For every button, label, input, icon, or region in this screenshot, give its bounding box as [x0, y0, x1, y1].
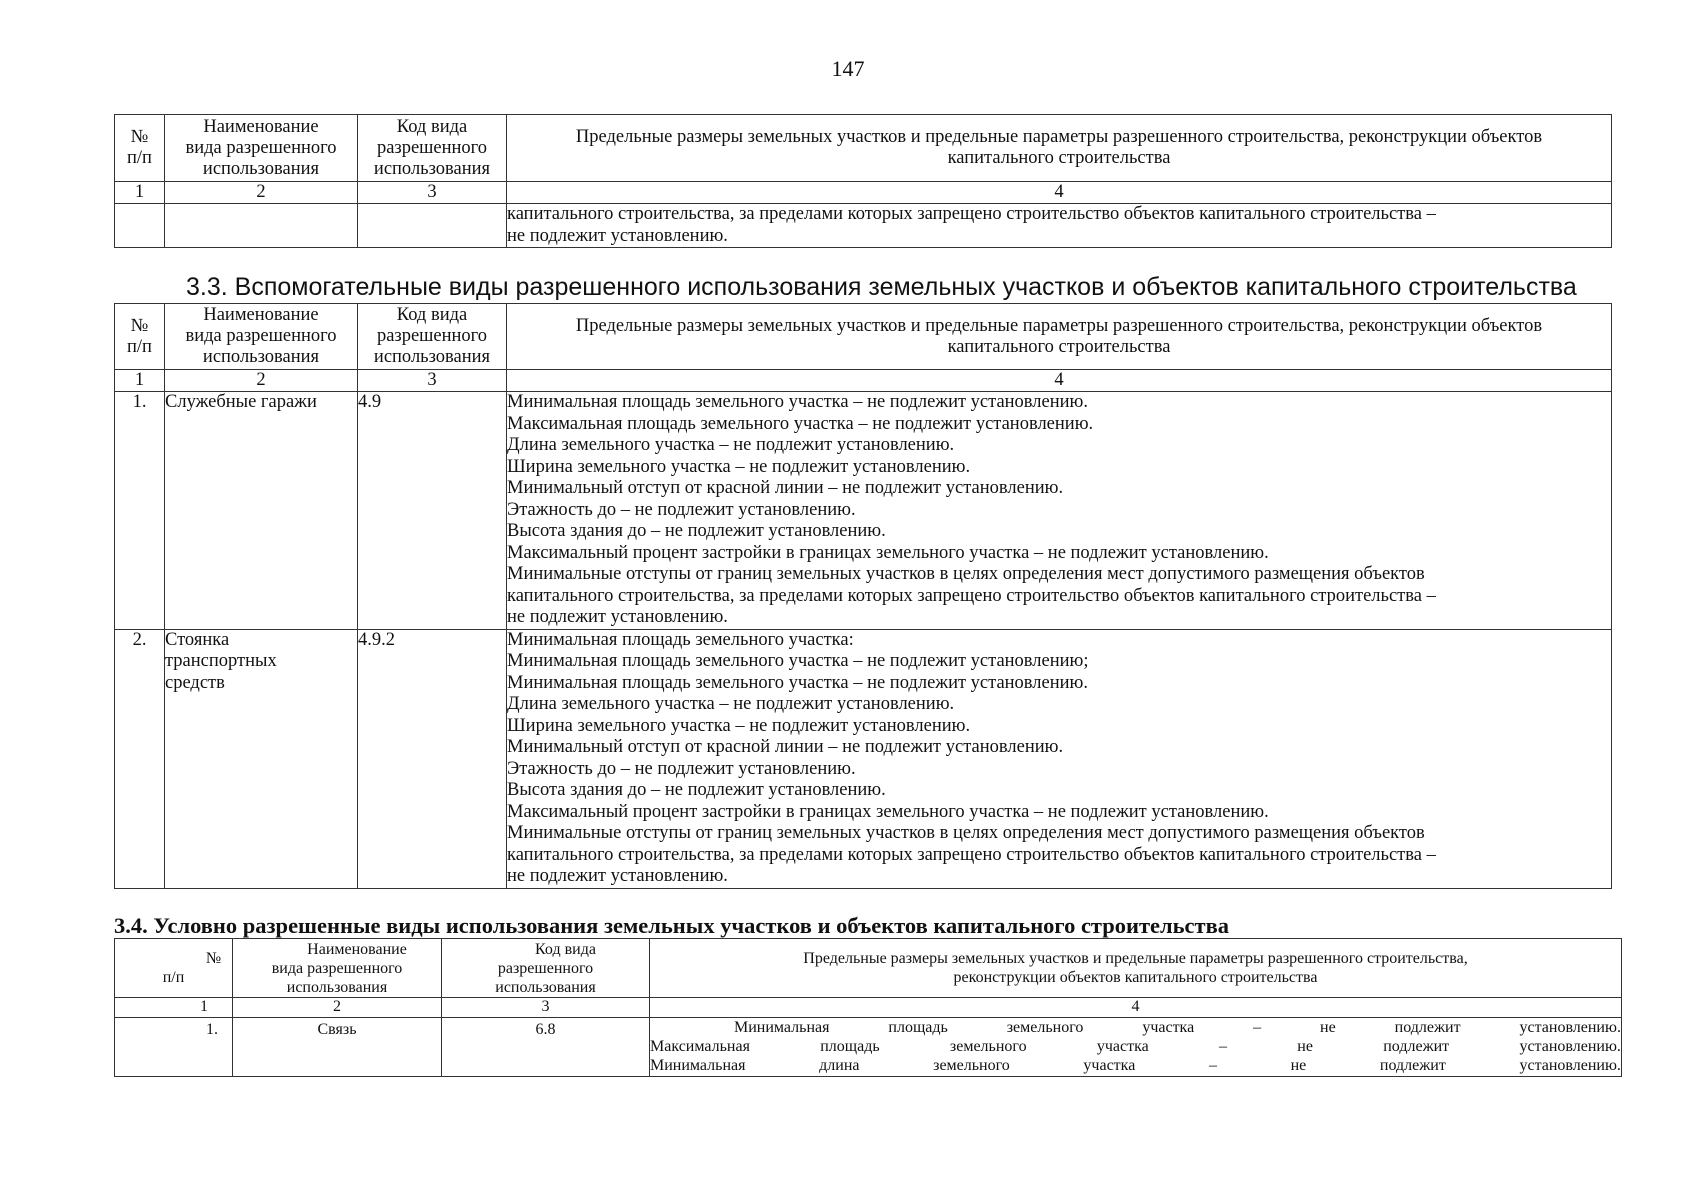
column-number: 1 [115, 182, 165, 204]
limit-line: Минимальная площадь земельного участка – не подлежит установлению; [507, 651, 1089, 671]
header-code-line3: использования [373, 158, 491, 179]
header-code-line2: разрешенного [497, 959, 594, 977]
word: площадь [888, 1019, 948, 1036]
word: участка [1142, 1019, 1195, 1036]
column-number: 2 [233, 998, 442, 1018]
header-code-line2: разрешенного [376, 137, 488, 158]
word: Минимальная [734, 1019, 830, 1036]
row-code: 4.9.2 [358, 629, 507, 888]
row-code [358, 204, 507, 248]
header-name [233, 939, 442, 998]
row-number: 1. [115, 392, 165, 630]
limit-line: Высота здания до – не подлежит установлению. [507, 780, 886, 800]
header-name [165, 115, 358, 182]
limit-line: Длина земельного участка – не подлежит установлению. [507, 694, 955, 714]
word: не [1320, 1019, 1336, 1036]
header-limits [507, 115, 1612, 182]
column-number: 3 [442, 998, 650, 1018]
limit-line [650, 1018, 1621, 1037]
limit-line: не подлежит установлению. [507, 225, 728, 246]
limit-line: Минимальная площадь земельного участка – не подлежит установлению. [507, 392, 1088, 412]
row-number [115, 204, 165, 248]
limit-line: Минимальная площадь земельного участка: [507, 629, 854, 650]
header-code [442, 939, 650, 998]
row-code: 6.8 [442, 1018, 650, 1077]
column-number: 4 [507, 370, 1612, 392]
header-name [165, 304, 358, 370]
word: участка [1096, 1038, 1149, 1055]
limit-line: Этажность до – не подлежит установлению. [507, 499, 856, 520]
header-no [115, 304, 165, 370]
limit-line: Этажность до – не подлежит установлению. [507, 758, 856, 779]
limit-line: Длина земельного участка – не подлежит установлению. [507, 435, 955, 455]
header-code [358, 304, 507, 370]
limit-line [650, 1037, 1621, 1056]
section-3-4-heading: 3.4. Условно разрешенные виды использования земельных участков и объектов капитального строительства [114, 913, 1229, 938]
row-name: Служебные гаражи [165, 392, 358, 630]
word: подлежит [1383, 1038, 1450, 1055]
header-limits-line2: реконструкции объектов капитального строительства [953, 969, 1318, 986]
header-limits [507, 304, 1612, 370]
word: Минимальная [650, 1057, 746, 1074]
column-number: 1 [115, 370, 165, 392]
table-row [115, 392, 1612, 630]
limit-line: Максимальная площадь земельного участка – не подлежит установлению. [507, 413, 1094, 434]
row-limits [650, 1018, 1622, 1077]
word: установлению. [1519, 1038, 1621, 1055]
limit-line: Минимальные отступы от границ земельных участков в целях определения мест допустимого размещения объектов [507, 564, 1425, 584]
word: подлежит [1394, 1019, 1461, 1036]
limit-line: Минимальный отступ от красной линии – не подлежит установлению. [507, 737, 1064, 757]
header-limits-line1: Предельные размеры земельных участков и предельные параметры разрешенного строительства, [803, 950, 1468, 967]
row-name: Стоянка транспортных средств [165, 629, 358, 888]
header-no-line1: № [130, 315, 149, 336]
header-no-line1: № [130, 127, 149, 147]
column-number-row [115, 998, 1622, 1018]
section-3-3-heading: 3.3. Вспомогательные виды разрешенного использования земельных участков и объектов капитального строительства [186, 273, 1577, 301]
header-no-line2: п/п [162, 969, 185, 986]
header-code-line3: использования [373, 347, 491, 367]
word: Максимальная [650, 1038, 750, 1055]
row-code: 4.9 [358, 392, 507, 630]
table-continuation [114, 114, 1612, 248]
header-no-line2: п/п [127, 336, 152, 357]
header-name-line3: использования [286, 978, 388, 996]
header-limits-line1: Предельные размеры земельных участков и предельные параметры разрешенного строительства, реконструкции объектов [575, 127, 1543, 147]
table-row [115, 629, 1612, 888]
row-number: 2. [115, 629, 165, 888]
column-number-row [115, 182, 1612, 204]
header-code-line3: использования [495, 978, 596, 996]
header-name-line3: использования [202, 158, 320, 179]
limit-line: Минимальные отступы от границ земельных участков в целях определения мест допустимого размещения объектов [507, 823, 1425, 843]
row-limits [507, 392, 1612, 630]
limit-line: не подлежит установлению. [507, 607, 728, 627]
header-limits-line2: капитального строительства [947, 336, 1171, 357]
word: – [1219, 1038, 1227, 1055]
table-section-3-3 [114, 303, 1612, 889]
table-row [115, 1018, 1622, 1077]
table-section-3-4 [114, 938, 1622, 1077]
column-number-row [115, 370, 1612, 392]
header-code-line2: разрешенного [376, 326, 488, 346]
column-number: 3 [358, 370, 507, 392]
word: земельного [933, 1057, 1010, 1074]
header-limits-line2: капитального строительства [947, 148, 1171, 168]
header-name-line2: вида разрешенного [185, 326, 337, 346]
row-number: 1. [115, 1018, 233, 1077]
header-no [115, 115, 165, 182]
word: участка [1083, 1057, 1136, 1074]
header-limits-line1: Предельные размеры земельных участков и предельные параметры разрешенного строительства, реконструкции объектов [575, 315, 1543, 336]
limit-line: Ширина земельного участка – не подлежит установлению. [507, 715, 971, 736]
header-limits [650, 939, 1622, 998]
word: установлению. [1519, 1057, 1621, 1074]
column-number: 2 [165, 370, 358, 392]
header-no [115, 939, 233, 998]
limit-line: Ширина земельного участка – не подлежит установлению. [507, 456, 971, 477]
header-name-line1: Наименование [307, 940, 407, 958]
header-name-line3: использования [202, 347, 320, 367]
table-row [115, 204, 1612, 248]
column-number: 4 [650, 998, 1622, 1018]
header-code-line1: Код вида [396, 116, 468, 137]
limit-line: Высота здания до – не подлежит установлению. [507, 521, 886, 541]
column-number: 4 [507, 182, 1612, 204]
limit-line: капитального строительства, за пределами которых запрещено строительство объектов капитального строительства – [507, 585, 1436, 606]
word: – [1208, 1057, 1217, 1074]
header-name-line2: вида разрешенного [185, 137, 337, 158]
header-name-line1: Наименование [203, 116, 319, 137]
header-no-line1: № [205, 950, 222, 967]
word: – [1253, 1019, 1262, 1036]
limit-line [650, 1056, 1621, 1075]
word: земельного [1006, 1019, 1084, 1036]
limit-line: Минимальная площадь земельного участка – не подлежит установлению. [507, 672, 1088, 693]
row-limits [507, 629, 1612, 888]
limit-line: Минимальный отступ от красной линии – не подлежит установлению. [507, 478, 1064, 498]
word: установлению. [1519, 1019, 1621, 1036]
row-name [165, 204, 358, 248]
limit-line: Максимальный процент застройки в границах земельного участка – не подлежит установлению. [507, 542, 1269, 563]
word: не [1297, 1038, 1313, 1055]
word: площадь [820, 1038, 880, 1055]
header-no-line2: п/п [127, 148, 152, 168]
page-number: 147 [831, 56, 865, 81]
word: земельного [949, 1038, 1027, 1055]
word: длина [819, 1057, 860, 1074]
header-code-line1: Код вида [396, 305, 468, 325]
header-code-line1: Код вида [535, 940, 596, 958]
limit-line: не подлежит установлению. [507, 866, 728, 886]
row-limits [507, 204, 1612, 248]
column-number: 3 [358, 182, 507, 204]
column-number: 1 [115, 998, 233, 1018]
column-number: 2 [165, 182, 358, 204]
limit-line: капитального строительства, за пределами которых запрещено строительство объектов капитального строительства – [507, 204, 1436, 224]
limit-line: капитального строительства, за пределами которых запрещено строительство объектов капитального строительства – [507, 844, 1436, 865]
header-name-line2: вида разрешенного [271, 959, 403, 977]
word: подлежит [1379, 1057, 1446, 1074]
header-name-line1: Наименование [203, 305, 319, 325]
row-name: Связь [233, 1018, 442, 1077]
word: не [1290, 1057, 1307, 1074]
header-code [358, 115, 507, 182]
limit-line: Максимальный процент застройки в границах земельного участка – не подлежит установлению. [507, 801, 1269, 822]
